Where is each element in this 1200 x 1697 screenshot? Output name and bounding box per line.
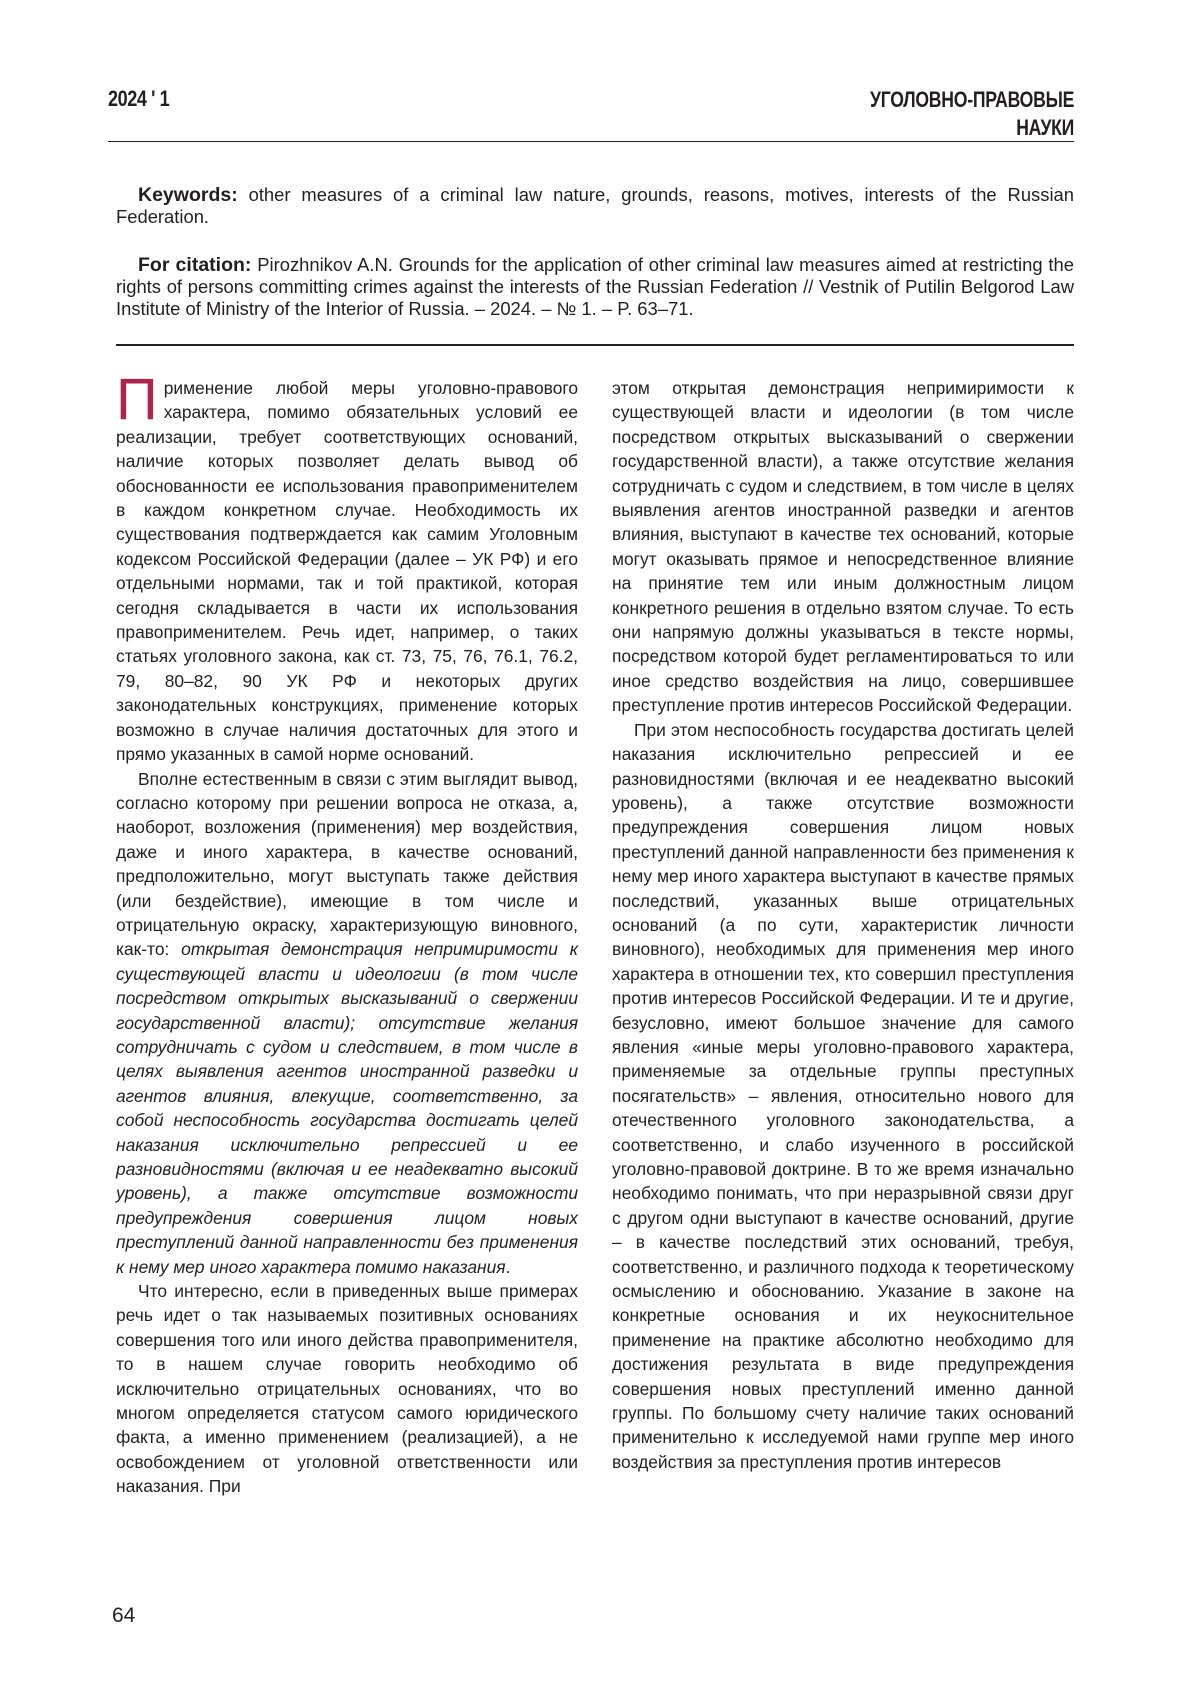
citation-block	[116, 254, 1074, 320]
left-text-column	[116, 367, 578, 1499]
section-title-line-2: НАУКИ	[1016, 115, 1074, 140]
keywords-block	[116, 184, 1074, 228]
header-divider	[108, 141, 1074, 142]
page-number: 64	[112, 1604, 136, 1627]
paragraph	[116, 767, 578, 1280]
keywords-text: other measures of a criminal law nature, grounds, reasons, motives, interests of the Russian Federation.	[116, 184, 1074, 227]
drop-cap: П	[116, 367, 158, 432]
paragraph: Что интересно, если в приведенных выше примерах речь идет о так называемых позитивных основаниях совершения того или иного действа правоприменителя, то в нашем случае говорить необходимо об исключительно отрицательных основаниях, что во многом определяется статусом самого юридического факта, а именно применением (реализацией), а не освобождением от уголовной ответственности или наказания. При	[116, 1281, 578, 1497]
journal-issue: 2024 ' 1	[108, 86, 170, 111]
paragraph	[116, 367, 578, 767]
paragraph: При этом неспособность государства достигать целей наказания исключительно репрессией и ее разновидностями (включая и ее неадекватно высокий уровень), а также отсутствие возможности предупреждения совершения лицом новых преступлений данной направленности без применения к нему мер иного характера выступают в качестве прямых последствий, указанных выше отрицательных оснований (а по сути, характеристик личности виновного), необходимых для применения мер иного характера в отношении тех, кто совершил преступления против интересов Российской Федерации. И те и другие, безусловно, имеют большое значение для самого явления «иные меры уголовно-правового характера, применяемые за отдельные группы преступных посягательств» – явления, относительно нового для отечественного уголовного законодательства, а соответственно, и слабо изученного в российской уголовно-правовой доктрине. В то же время изначально необходимо понимать, что при неразрывной связи друг с другом одни выступают в качестве оснований, другие – в качестве последствий этих оснований, требуя, соответственно, и различного подхода к теоретическому осмыслению и обоснованию. Указание в законе на конкретные основания и их неукоснительное применение на практике абсолютно необходимо для достижения результата в виде предупреждения совершения новых преступлений именно данной группы. По большому счету наличие таких оснований применительно к исследуемой нами группе мер иного воздействия за преступления против интересов	[612, 719, 1074, 1472]
paragraph-text: рименение любой меры уголовно-правового характера, помимо обязательных условий ее реализации, требует соответствующих оснований, наличие которых позволяет делать вывод об обоснованности ее использования правоприменителем в каждом конкретном случае. Необходимость их существования подтверждается как самим Уголовным кодексом Российской Федерации (далее – УК РФ) и его отдельными нормами, так и той практикой, которая сегодня складывается в части их использования правоприменителем. Речь идет, например, о таких статьях уголовного закона, как ст. 73, 75, 76, 76.1, 76.2, 79, 80–82, 90 УК РФ и некоторых других законодательных конструкциях, применение которых возможно в случае наличия достаточных для этого и прямо указанных в самой норме оснований.	[116, 378, 578, 765]
journal-section	[870, 86, 1074, 142]
paragraph-text: Вполне естественным в связи с этим выглядит вывод, согласно которому при решении вопроса не отказа, а, наоборот, возложения (применения) мер воздействия, даже и иного характера, в качестве оснований, предположительно, могут выступать также действия (или бездействие), имеющие в том числе и отрицательную окраску, характеризующую виновного, как-то:	[116, 768, 578, 960]
keywords-label: Keywords:	[138, 184, 238, 206]
paragraph-text-end: .	[505, 1256, 511, 1277]
italic-text: открытая демонстрация непримиримости к существующей власти и идеологии (в том числе посредством открытых высказываний о свержении государственной власти); отсутствие желания сотрудничать с судом и следствием, в том числе в целях выявления агентов иностранной разведки и агентов влияния, влекущие, соответственно, за собой неспособность государства достигать целей наказания исключительно репрессией и ее разновидностями (включая и ее неадекватно высокий уровень), а также отсутствие возможности предупреждения совершения лицом новых преступлений данной направленности без применения к нему мер иного характера помимо наказания	[116, 939, 578, 1277]
section-title-line-1: УГОЛОВНО-ПРАВОВЫЕ	[869, 87, 1074, 112]
section-divider	[116, 344, 1074, 346]
paragraph: этом открытая демонстрация непримиримости к существующей власти и идеологии (в том числе посредством открытых высказываний о свержении государственной власти), а также отсутствие желания сотрудничать с судом и следствием, в том числе в целях выявления агентов иностранной разведки и агентов влияния, выступают в качестве тех оснований, которые могут оказывать прямое и непосредственное влияние на принятие тем или иным должностным лицом конкретного решения в отдельно взятом случае. То есть они напрямую должны указываться в тексте нормы, посредством которой будет регламентироваться то или иное средство воздействия на лицо, совершившее преступление против интересов Российской Федерации.	[612, 378, 1074, 716]
citation-label: For citation:	[138, 254, 252, 276]
right-text-column	[612, 376, 1074, 1474]
citation-text: Pirozhnikov A.N. Grounds for the application of other criminal law measures aimed at restricting the rights of persons committing crimes against the interests of the Russian Federation // Vestnik of Putilin Belgorod Law Institute of Ministry of the Interior of Russia. – 2024. – № 1. – P. 63–71.	[116, 254, 1074, 319]
